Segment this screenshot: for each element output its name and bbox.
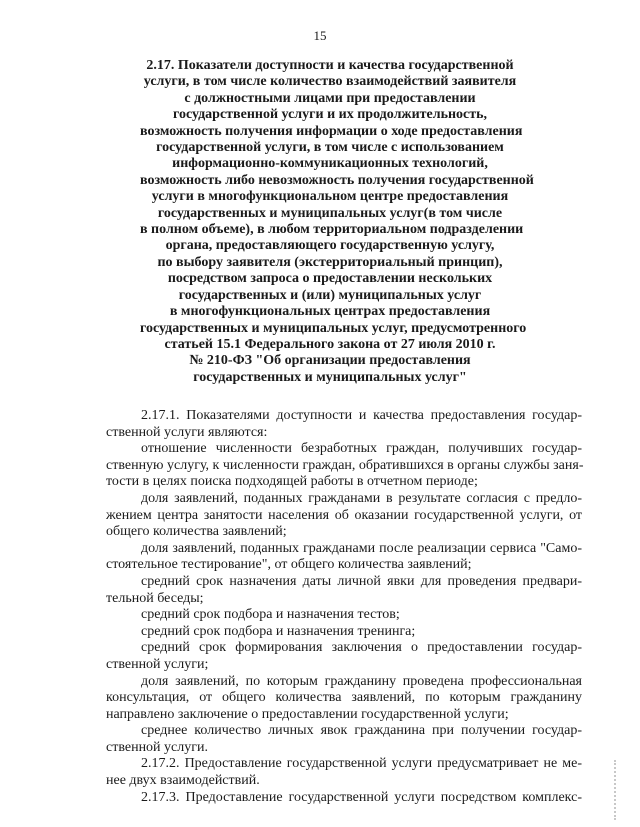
heading-line: информационно-коммуникационных технологий, [172, 156, 488, 172]
body-line: ственной услуги. [106, 739, 208, 755]
body-line: тельной беседы; [106, 590, 204, 606]
body-line: средний срок назначения даты личной явки для проведения предвари- [141, 573, 582, 589]
body-line: отношение численности безработных граждан, получивших государ- [141, 441, 582, 457]
section-heading [140, 58, 534, 386]
body-line: ственной услуги; [106, 656, 209, 672]
heading-line: по выбору заявителя (экстерриториальный принцип), [157, 254, 503, 270]
body-line: 2.17.3. Предоставление государственной услуги посредством комплекс- [141, 789, 582, 805]
heading-line: с должностными лицами при предоставлении [184, 90, 476, 106]
heading-line: государственных и (или) муниципальных услуг [178, 287, 482, 303]
body-line: жением центра занятости населения об оказании государственной услуги, от [106, 507, 582, 523]
heading-line: органа, предоставляющего государственную услугу, [165, 238, 495, 254]
heading-line: возможность получения информации о ходе предоставления [140, 123, 523, 139]
body-line: ственной услуги являются: [106, 424, 268, 440]
body-line: консультация, от общего количества заявлений, по которым гражданину [106, 690, 582, 706]
body-line: доля заявлений, по которым гражданину проведена профессиональная [141, 673, 582, 689]
heading-line: № 210-ФЗ "Об организации предоставления [189, 353, 471, 369]
body-line: 2.17.1. Показателями доступности и качества предоставления государ- [141, 408, 582, 423]
heading-line: статьей 15.1 Федерального закона от 27 июля 2010 г. [164, 336, 496, 352]
body-line: ственную услугу, к численности граждан, обратившихся в органы службы заня- [106, 457, 584, 473]
body-line: направлено заключение о предоставлении государственной услуги; [106, 706, 509, 722]
heading-line: в многофункциональных центрах предоставления [169, 304, 491, 320]
body-line: средний срок формирования заключения о предоставлении государ- [141, 640, 582, 656]
body-line: общего количества заявлений; [106, 524, 287, 540]
heading-line: 2.17. Показатели доступности и качества государственной [146, 58, 514, 73]
heading-line: услуги, в том числе количество взаимодействий заявителя [143, 74, 517, 90]
body-line: доля заявлений, поданных гражданами после реализации сервиса "Само- [141, 540, 582, 556]
scan-edge-marks [614, 760, 618, 820]
heading-line: государственных и муниципальных услуг, предусмотренного [140, 320, 527, 336]
page-number: 15 [313, 28, 327, 43]
heading-line: государственной услуги и их продолжительность, [172, 107, 488, 123]
heading-line: государственной услуги, в том числе с использованием [156, 140, 504, 156]
body-line: 2.17.2. Предоставление государственной услуги предусматривает не ме- [141, 756, 582, 772]
heading-line: в полном объеме), в любом территориальном подразделении [140, 222, 524, 238]
body-line: среднее количество личных явок гражданина при получении государ- [141, 723, 582, 739]
heading-line: возможность либо невозможность получения государственной [140, 172, 534, 188]
body-line: средний срок подбора и назначения тренинга; [141, 623, 416, 639]
heading-line: посредством запроса о предоставлении нескольких [167, 271, 493, 287]
body-line: средний срок подбора и назначения тестов; [141, 607, 400, 623]
heading-line: государственных и муниципальных услуг" [193, 369, 467, 385]
body-line: стоятельное тестирование", от общего количества заявлений; [106, 557, 472, 573]
body-line: доля заявлений, поданных гражданами в результате согласия с предло- [141, 490, 582, 506]
section-body [106, 408, 582, 806]
heading-line: государственных и муниципальных услуг(в том числе [157, 205, 503, 221]
body-line: тости в целях поиска подходящей работы в отчетном периоде; [106, 474, 478, 490]
heading-line: услуги в многофункциональном центре предоставления [151, 189, 509, 205]
body-line: нее двух взаимодействий. [106, 773, 260, 789]
